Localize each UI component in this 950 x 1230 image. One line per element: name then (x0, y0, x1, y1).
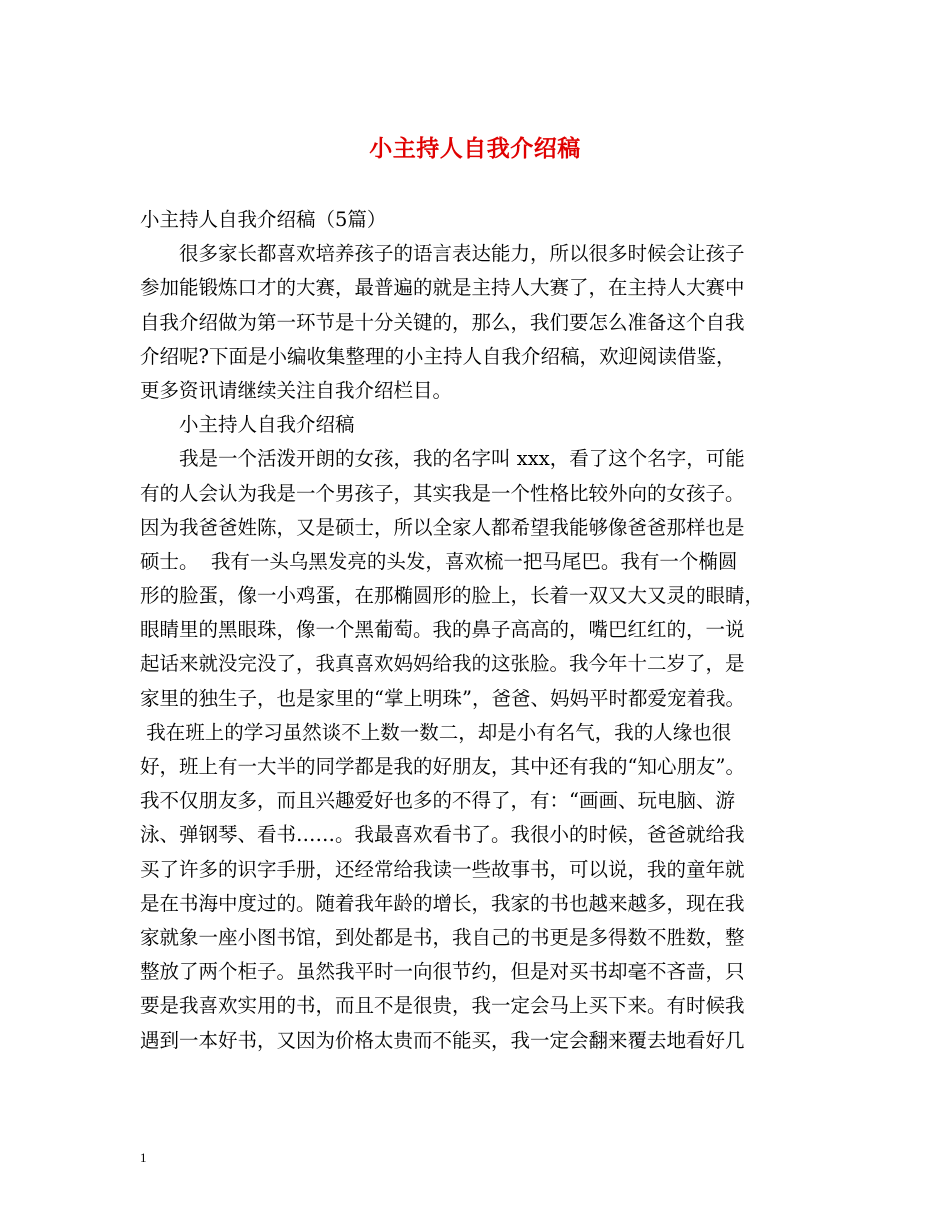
body-line: 家里的独生子，也是家里的“掌上明珠”，爸爸、妈妈平时都爱宠着我。 (140, 686, 745, 710)
body-line: 要是我喜欢实用的书，而且不是很贵，我一定会马上买下来。有时候我 (140, 994, 745, 1018)
body-line: 整放了两个柜子。虽然我平时一向很节约，但是对买书却毫不吝啬，只 (140, 960, 745, 984)
body-line: 好，班上有一大半的同学都是我的好朋友，其中还有我的“知心朋友”。 (140, 755, 745, 778)
body-line: 家就象一座小图书馆，到处都是书，我自己的书更是多得数不胜数，整 (140, 925, 745, 949)
body-line: 我不仅朋友多，而且兴趣爱好也多的不得了，有：“画画、玩电脑、游 (140, 789, 735, 813)
document-title: 小主持人自我介绍稿 (369, 135, 581, 162)
body-line: 我在班上的学习虽然谈不上数一数二，却是小有名气，我的人缘也很 (140, 720, 732, 744)
body-line: 形的脸蛋，像一小鸡蛋，在那椭圆形的脸上，长着一双又大又灵的眼睛， (140, 584, 765, 608)
body-line: 更多资讯请继续关注自我介绍栏目。 (140, 378, 453, 402)
page-number: 1 (140, 1150, 147, 1165)
body-line: 有的人会认为我是一个男孩子，其实我是一个性格比较外向的女孩子。 (140, 481, 745, 505)
body-line: 起话来就没完没了，我真喜欢妈妈给我的这张脸。我今年十二岁了，是 (140, 652, 745, 676)
body-line: 介绍呢?下面是小编收集整理的小主持人自我介绍稿，欢迎阅读借鉴， (140, 344, 736, 368)
body-line: 泳、弹钢琴、看书……。我最喜欢看书了。我很小的时候，爸爸就给我 (140, 823, 745, 847)
body-line: 是在书海中度过的。随着我年龄的增长，我家的书也越来越多，现在我 (140, 891, 745, 915)
body-line: 遇到一本好书，又因为价格太贵而不能买，我一定会翻来覆去地看好几 (140, 1028, 745, 1052)
body-line: 参加能锻炼口才的大赛，最普遍的就是主持人大赛了，在主持人大赛中 (140, 276, 745, 300)
body-line: 很多家长都喜欢培养孩子的语言表达能力，所以很多时候会让孩子 (179, 242, 745, 266)
body-line: 小主持人自我介绍稿 (179, 413, 355, 437)
body-line: 我是一个活泼开朗的女孩，我的名字叫 xxx，看了这个名字，可能 (179, 447, 745, 471)
document-body (140, 203, 815, 1058)
body-line: 硕士。 我有一头乌黑发亮的头发，喜欢梳一把马尾巴。我有一个椭圆 (140, 549, 738, 573)
body-line: 买了许多的识字手册，还经常给我读一些故事书，可以说，我的童年就 (140, 857, 745, 881)
body-line: 小主持人自我介绍稿（5篇） (140, 208, 387, 231)
body-line: 眼睛里的黑眼珠，像一个黑葡萄。我的鼻子高高的，嘴巴红红的，一说 (140, 618, 745, 642)
body-line: 自我介绍做为第一环节是十分关键的，那么，我们要怎么准备这个自我 (140, 310, 745, 334)
body-line: 因为我爸爸姓陈，又是硕士，所以全家人都希望我能够像爸爸那样也是 (140, 515, 745, 539)
